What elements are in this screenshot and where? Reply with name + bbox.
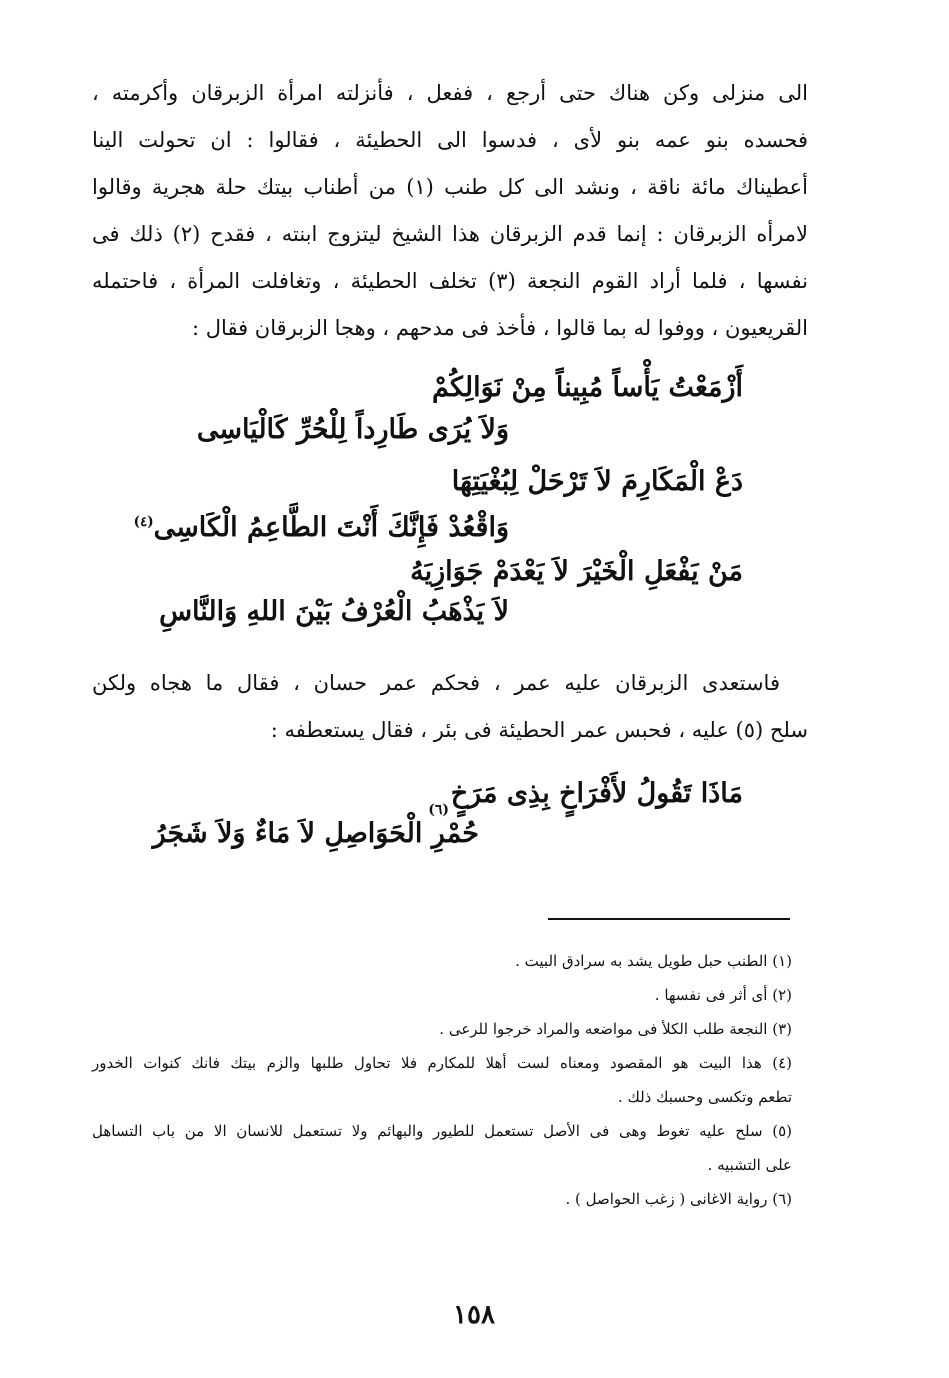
verse-hemistich-4a: مَاذَا تَقُولُ لأَفْرَاخٍ بِذِى مَرَخٍ [450,778,743,809]
page-number: ١٥٨ [453,1300,495,1330]
footnote-2: (٢) أى أثر فى نفسها . [654,986,792,1004]
footnote-6: (٦) رواية الاغانى ( زغب الحواصل ) . [565,1190,792,1208]
prose-line: فحسده بنو عمه بنو لأى ، فدسوا الى الحطيئة ، فقالوا : ان تحولت الينا [92,128,808,152]
footnotes [92,944,792,1216]
footnote-1: (١) الطنب حبل طويل يشد به سرادق البيت . [515,952,792,970]
verse-text: حُمْرِ الْحَوَاصِلِ لاَ مَاءٌ وَلاَ شَجَرُ [152,818,479,849]
footnote-5: (٥) سلح عليه تغوط وهى فى الأصل تستعمل للطيور والبهائم ولا تستعمل للانسان الا من باب التساهل [92,1122,792,1140]
verse-text: وَاقْعُدْ فَإِنَّكَ أَنْتَ الطَّاعِمُ الْكَاسِى [153,512,509,543]
verse-hemistich-4b [153,814,479,854]
prose-line: سلح (٥) عليه ، فحبس عمر الحطيئة فى بئر ، فقال يستعطفه : [270,718,808,742]
prose-line: القريعيون ، ووفوا له بما قالوا ، فأخذ فى مدحهم ، وهجا الزبرقان فقال : [192,316,808,340]
prose-paragraph-1 [92,70,808,352]
verse-hemistich-2b [134,502,509,548]
footnote-ref-4: (٤) [133,514,154,530]
prose-line: أعطيناك مائة ناقة ، ونشد الى كل طنب (١) من أطناب بيتك حلة هجرية وقالوا [92,175,808,199]
footnote-divider [548,918,790,920]
prose-line: فاستعدى الزبرقان عليه عمر ، فحكم عمر حسان ، فقال ما هجاه ولكن [92,671,780,695]
prose-line: نفسها ، فلما أراد القوم النجعة (٣) تخلف الحطيئة ، وتغافلت المرأة ، فاحتمله [92,269,809,293]
verse-hemistich-2a: دَعْ الْمَكَارِمَ لاَ تَرْحَلْ لِبُغْيَتِهَا [451,466,743,497]
footnote-4-continued: تطعم وتكسى وحسبك ذلك . [617,1088,792,1106]
verse-hemistich-3b: لاَ يَذْهَبُ الْعُرْفُ بَيْنَ اللهِ وَالنَّاسِ [159,596,509,627]
prose-paragraph-2 [92,660,808,754]
verse-hemistich-1b: وَلاَ يُرَى طَارِداً لِلْحُرِّ كَالْيَاسِى [196,414,509,445]
footnote-4: (٤) هذا البيت هو المقصود ومعناه لست أهلا للمكارم فلا تحاول طلبها والزم بيتك فانك كنوات الخدور [92,1054,792,1072]
prose-line: الى منزلى وكن هناك حتى أرجع ، ففعل ، فأنزلته امرأة الزبرقان وأكرمته ، [92,81,808,105]
verse-hemistich-1a: أَزْمَعْتُ يَأْساً مُبِيناً مِنْ نَوَالِكُمْ [432,372,743,403]
footnote-3: (٣) النجعة طلب الكلأ فى مواضعه والمراد خرجوا للرعى . [439,1020,792,1038]
verse-hemistich-3a: مَنْ يَفْعَلِ الْخَيْرَ لاَ يَعْدَمْ جَوَازِيَهُ [410,556,743,587]
prose-line: لامرأه الزبرقان : إنما قدم الزبرقان هذا الشيخ ليتزوج ابنته ، فقدح (٢) ذلك فى [92,222,808,246]
footnote-5-continued: على التشبيه . [707,1156,792,1174]
footnote-ref-6: (٦) [428,802,449,818]
